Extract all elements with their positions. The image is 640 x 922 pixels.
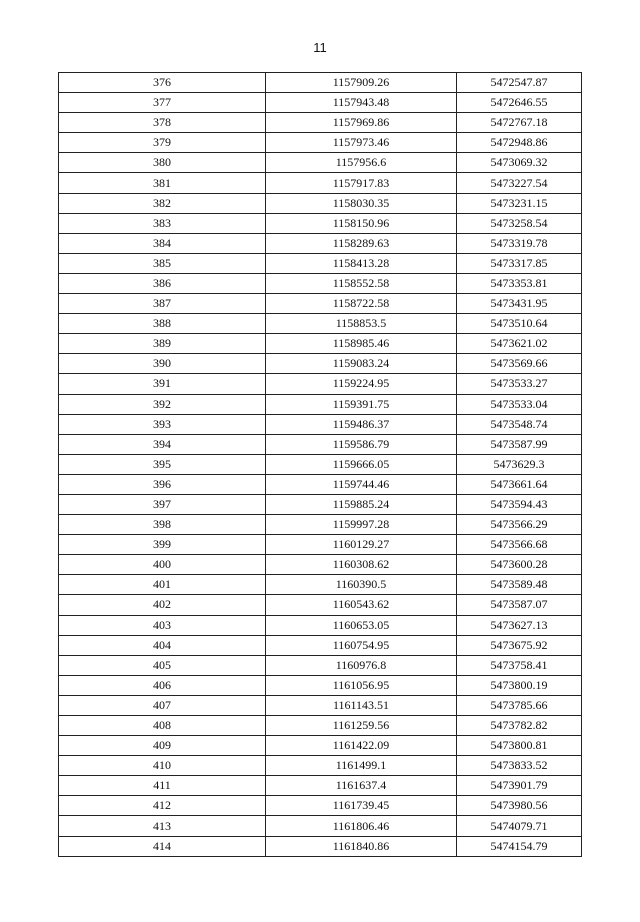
x-coordinate-cell: 1159083.24 [266,354,457,374]
y-coordinate-cell: 5473800.81 [457,736,582,756]
table-row [59,635,582,655]
point-number-cell: 403 [59,615,266,635]
x-coordinate-cell: 1159486.37 [266,414,457,434]
y-coordinate-cell: 5473566.29 [457,515,582,535]
point-number-cell: 395 [59,454,266,474]
y-coordinate-cell: 5472948.86 [457,133,582,153]
x-coordinate-cell: 1158985.46 [266,334,457,354]
x-coordinate-cell: 1161637.4 [266,776,457,796]
table-row [59,314,582,334]
table-row [59,294,582,314]
x-coordinate-cell: 1161259.56 [266,716,457,736]
point-number-cell: 381 [59,173,266,193]
table-row [59,193,582,213]
point-number-cell: 411 [59,776,266,796]
point-number-cell: 376 [59,73,266,93]
table-row [59,816,582,836]
table-row [59,675,582,695]
table-row [59,575,582,595]
y-coordinate-cell: 5473069.32 [457,153,582,173]
point-number-cell: 383 [59,213,266,233]
x-coordinate-cell: 1158722.58 [266,294,457,314]
point-number-cell: 394 [59,434,266,454]
point-number-cell: 413 [59,816,266,836]
y-coordinate-cell: 5473566.68 [457,535,582,555]
y-coordinate-cell: 5473431.95 [457,294,582,314]
point-number-cell: 408 [59,716,266,736]
table-row [59,153,582,173]
y-coordinate-cell: 5473587.99 [457,434,582,454]
point-number-cell: 399 [59,535,266,555]
table-row [59,836,582,856]
x-coordinate-cell: 1160754.95 [266,635,457,655]
y-coordinate-cell: 5473833.52 [457,756,582,776]
x-coordinate-cell: 1160390.5 [266,575,457,595]
y-coordinate-cell: 5474079.71 [457,816,582,836]
point-number-cell: 400 [59,555,266,575]
x-coordinate-cell: 1158150.96 [266,213,457,233]
point-number-cell: 401 [59,575,266,595]
table-row [59,736,582,756]
point-number-cell: 404 [59,635,266,655]
table-row [59,334,582,354]
point-number-cell: 378 [59,113,266,133]
x-coordinate-cell: 1157969.86 [266,113,457,133]
point-number-cell: 412 [59,796,266,816]
table-row [59,374,582,394]
x-coordinate-cell: 1161422.09 [266,736,457,756]
table-row [59,233,582,253]
table-row [59,273,582,293]
x-coordinate-cell: 1161739.45 [266,796,457,816]
point-number-cell: 405 [59,655,266,675]
point-number-cell: 386 [59,273,266,293]
point-number-cell: 387 [59,294,266,314]
y-coordinate-cell: 5473661.64 [457,474,582,494]
x-coordinate-cell: 1157917.83 [266,173,457,193]
table-row [59,253,582,273]
x-coordinate-cell: 1158289.63 [266,233,457,253]
point-number-cell: 391 [59,374,266,394]
table-row [59,695,582,715]
point-number-cell: 396 [59,474,266,494]
y-coordinate-cell: 5473621.02 [457,334,582,354]
point-number-cell: 382 [59,193,266,213]
y-coordinate-cell: 5473758.41 [457,655,582,675]
x-coordinate-cell: 1160653.05 [266,615,457,635]
y-coordinate-cell: 5473901.79 [457,776,582,796]
y-coordinate-cell: 5473533.27 [457,374,582,394]
table-row [59,173,582,193]
point-number-cell: 377 [59,93,266,113]
y-coordinate-cell: 5473782.82 [457,716,582,736]
x-coordinate-cell: 1161056.95 [266,675,457,695]
point-number-cell: 409 [59,736,266,756]
y-coordinate-cell: 5473785.66 [457,695,582,715]
x-coordinate-cell: 1159224.95 [266,374,457,394]
table-row [59,494,582,514]
table-row [59,796,582,816]
x-coordinate-cell: 1160976.8 [266,655,457,675]
point-number-cell: 410 [59,756,266,776]
y-coordinate-cell: 5473600.28 [457,555,582,575]
x-coordinate-cell: 1161806.46 [266,816,457,836]
point-number-cell: 390 [59,354,266,374]
table-row [59,454,582,474]
x-coordinate-cell: 1159885.24 [266,494,457,514]
x-coordinate-cell: 1161840.86 [266,836,457,856]
x-coordinate-cell: 1157956.6 [266,153,457,173]
point-number-cell: 406 [59,675,266,695]
coordinate-table [58,72,582,857]
y-coordinate-cell: 5473533.04 [457,394,582,414]
table-row [59,394,582,414]
y-coordinate-cell: 5473675.92 [457,635,582,655]
table-row [59,93,582,113]
y-coordinate-cell: 5472646.55 [457,93,582,113]
point-number-cell: 389 [59,334,266,354]
point-number-cell: 393 [59,414,266,434]
table-row [59,776,582,796]
table-row [59,655,582,675]
x-coordinate-cell: 1161143.51 [266,695,457,715]
table-row [59,113,582,133]
y-coordinate-cell: 5472767.18 [457,113,582,133]
y-coordinate-cell: 5473629.3 [457,454,582,474]
point-number-cell: 402 [59,595,266,615]
x-coordinate-cell: 1157909.26 [266,73,457,93]
table-row [59,595,582,615]
x-coordinate-cell: 1159586.79 [266,434,457,454]
point-number-cell: 379 [59,133,266,153]
x-coordinate-cell: 1157943.48 [266,93,457,113]
x-coordinate-cell: 1159997.28 [266,515,457,535]
x-coordinate-cell: 1158413.28 [266,253,457,273]
y-coordinate-cell: 5473353.81 [457,273,582,293]
point-number-cell: 397 [59,494,266,514]
y-coordinate-cell: 5473980.56 [457,796,582,816]
y-coordinate-cell: 5473548.74 [457,414,582,434]
x-coordinate-cell: 1157973.46 [266,133,457,153]
y-coordinate-cell: 5473800.19 [457,675,582,695]
point-number-cell: 398 [59,515,266,535]
y-coordinate-cell: 5473510.64 [457,314,582,334]
table-row [59,555,582,575]
table-row [59,474,582,494]
x-coordinate-cell: 1160543.62 [266,595,457,615]
table-row [59,414,582,434]
table-row [59,756,582,776]
table-row [59,535,582,555]
x-coordinate-cell: 1159744.46 [266,474,457,494]
x-coordinate-cell: 1161499.1 [266,756,457,776]
x-coordinate-cell: 1159666.05 [266,454,457,474]
point-number-cell: 407 [59,695,266,715]
table-row [59,354,582,374]
y-coordinate-cell: 5472547.87 [457,73,582,93]
y-coordinate-cell: 5473227.54 [457,173,582,193]
point-number-cell: 388 [59,314,266,334]
table-row [59,213,582,233]
point-number-cell: 380 [59,153,266,173]
y-coordinate-cell: 5473627.13 [457,615,582,635]
x-coordinate-cell: 1158853.5 [266,314,457,334]
table-row [59,73,582,93]
y-coordinate-cell: 5473589.48 [457,575,582,595]
coordinate-table-body [59,73,582,857]
x-coordinate-cell: 1158030.35 [266,193,457,213]
point-number-cell: 385 [59,253,266,273]
point-number-cell: 414 [59,836,266,856]
x-coordinate-cell: 1159391.75 [266,394,457,414]
x-coordinate-cell: 1160308.62 [266,555,457,575]
page-number: 11 [313,40,327,55]
y-coordinate-cell: 5473231.15 [457,193,582,213]
y-coordinate-cell: 5473569.66 [457,354,582,374]
table-row [59,133,582,153]
table-row [59,615,582,635]
point-number-cell: 392 [59,394,266,414]
table-row [59,515,582,535]
y-coordinate-cell: 5473594.43 [457,494,582,514]
y-coordinate-cell: 5473258.54 [457,213,582,233]
y-coordinate-cell: 5474154.79 [457,836,582,856]
y-coordinate-cell: 5473319.78 [457,233,582,253]
y-coordinate-cell: 5473587.07 [457,595,582,615]
table-row [59,434,582,454]
x-coordinate-cell: 1158552.58 [266,273,457,293]
point-number-cell: 384 [59,233,266,253]
x-coordinate-cell: 1160129.27 [266,535,457,555]
table-row [59,716,582,736]
y-coordinate-cell: 5473317.85 [457,253,582,273]
